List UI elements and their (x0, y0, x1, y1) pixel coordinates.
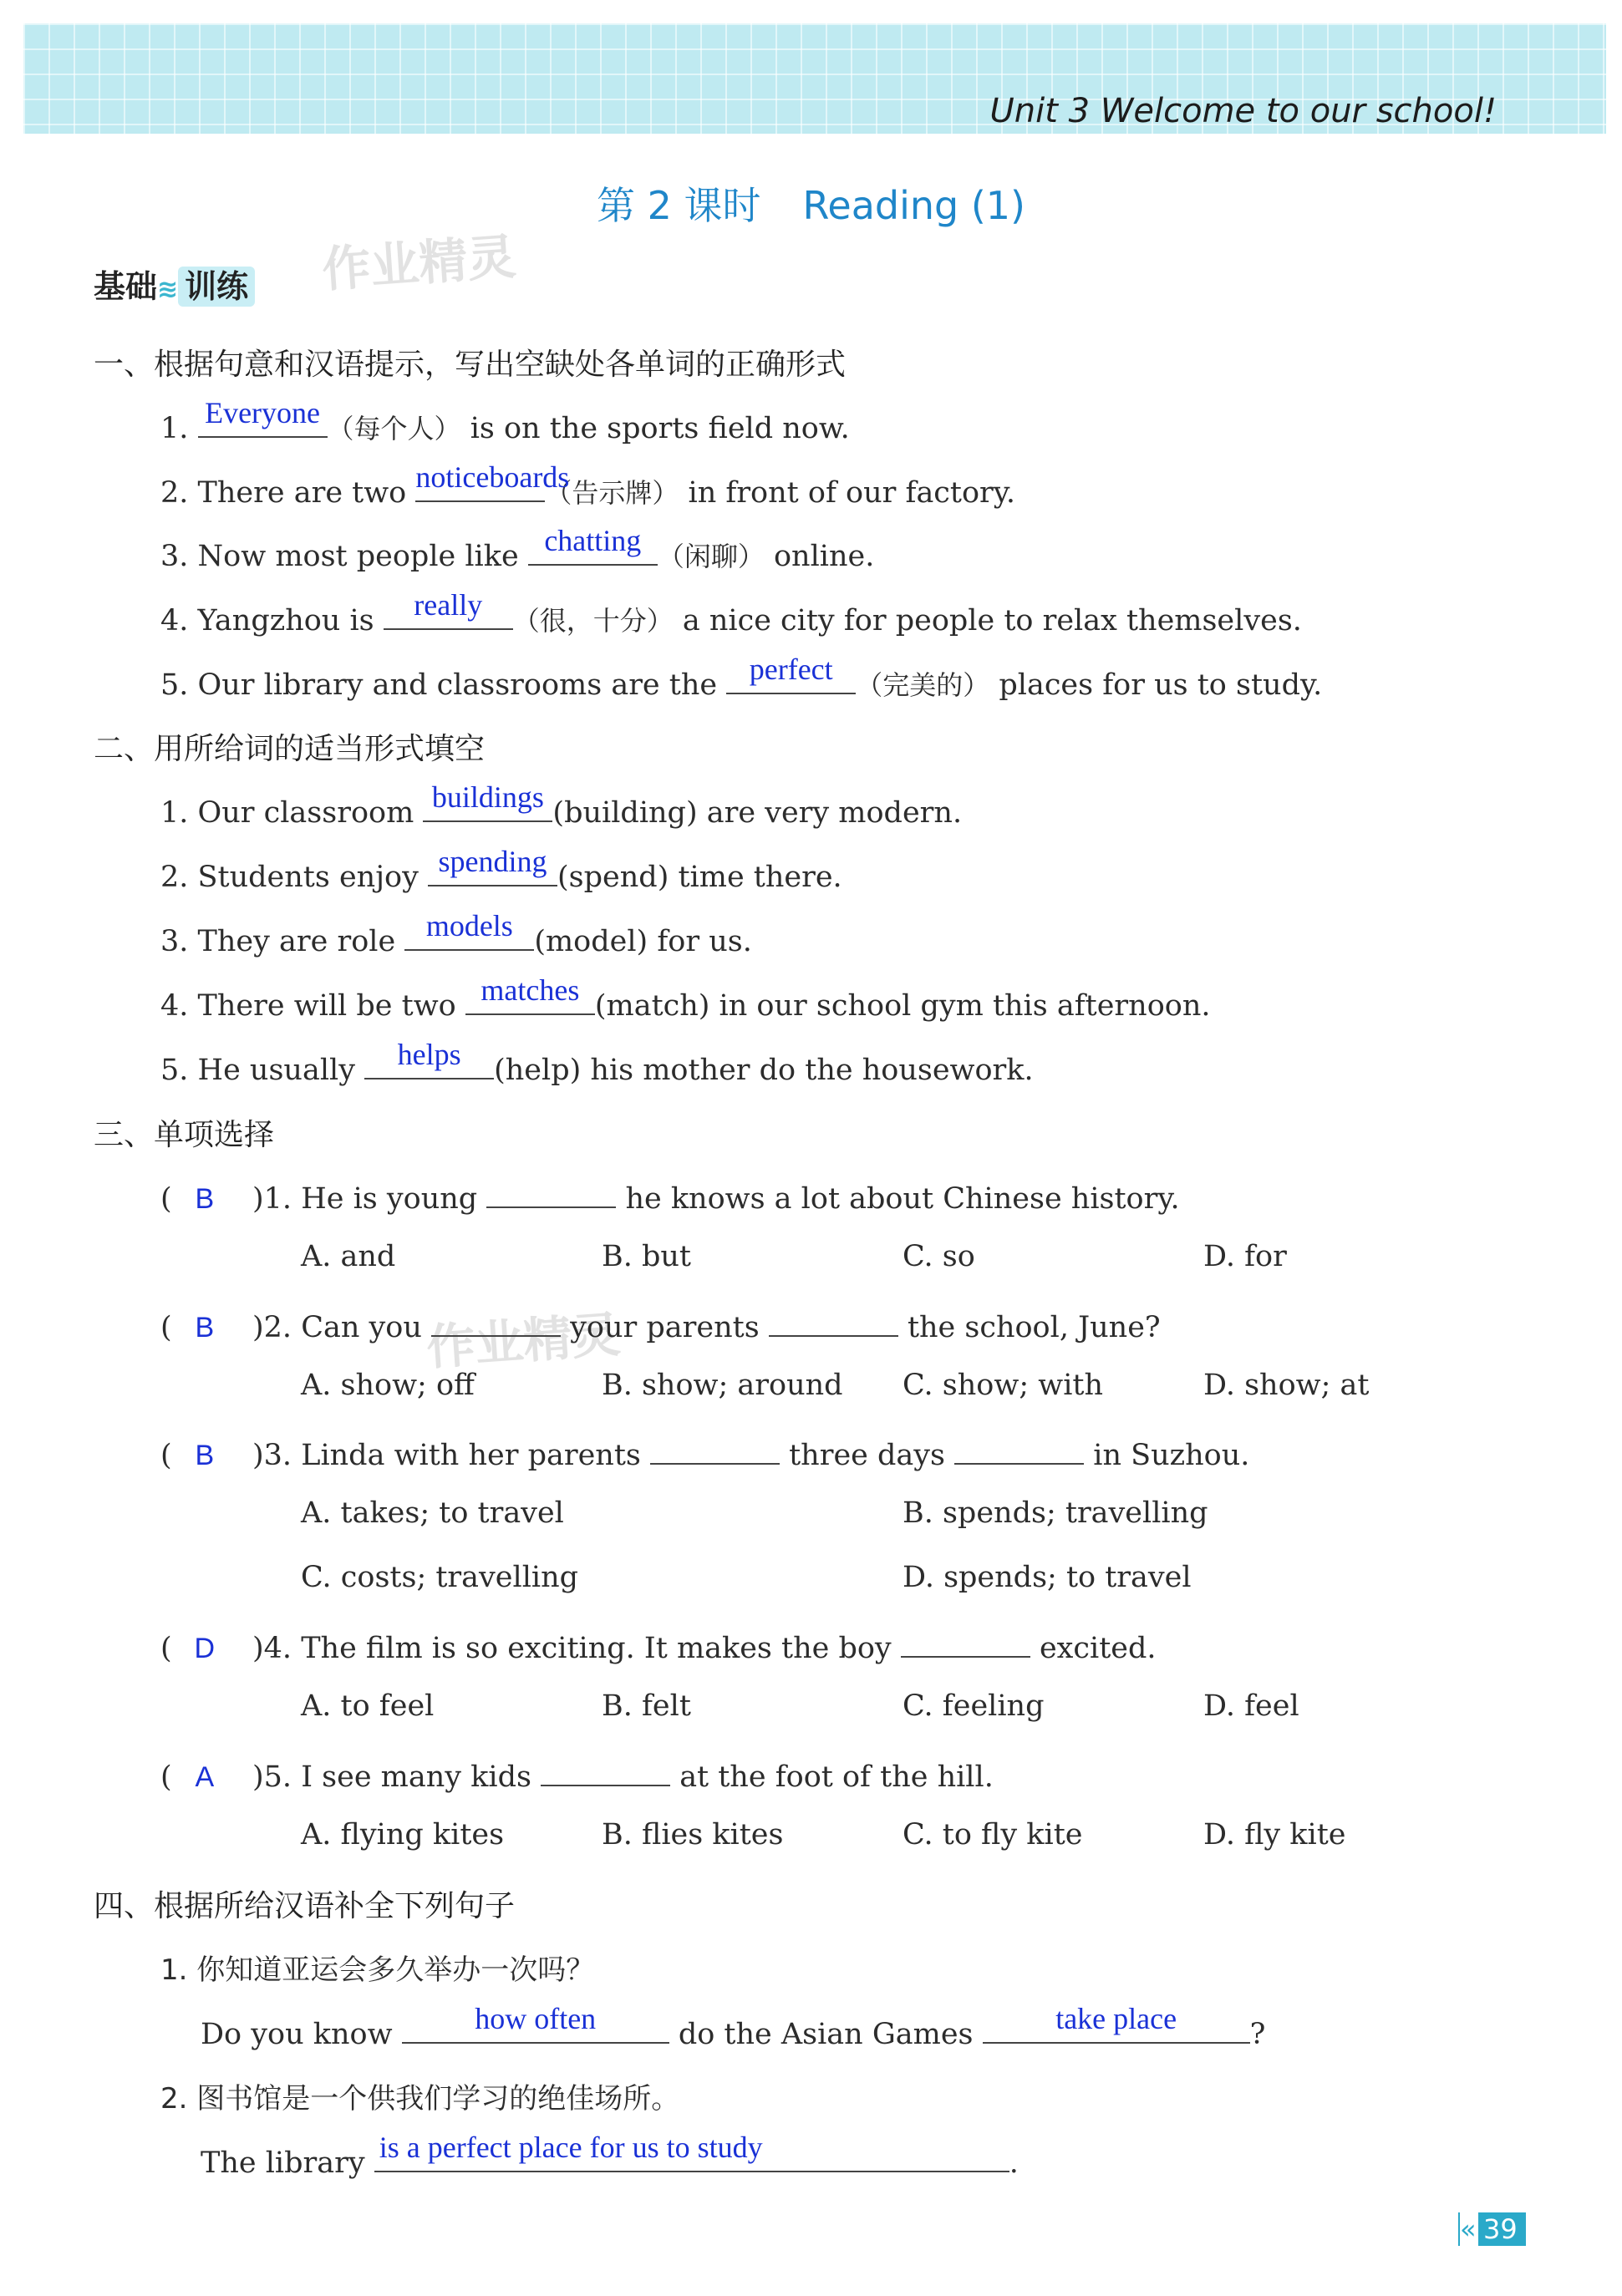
blank[interactable]: Everyone (198, 405, 328, 438)
blank[interactable] (901, 1625, 1030, 1658)
section2-heading: 二、用所给词的适当形式填空 (94, 732, 486, 766)
s1-item-1: 1. Everyone （每个人） is on the sports field now. (160, 395, 850, 445)
option-d[interactable]: D. show; at (1203, 1369, 1370, 1402)
s2-item-4: 4. There will be two matches (match) in our school gym this afternoon. (160, 973, 1211, 1023)
option-c[interactable]: C. to fly kite (903, 1818, 1083, 1852)
choice-answer: B (195, 1311, 215, 1344)
blank[interactable]: is a perfect place for us to study (374, 2140, 1009, 2172)
s2-item-3: 3. They are role models (model) for us. (160, 908, 752, 958)
blank[interactable] (954, 1432, 1084, 1465)
blank[interactable] (650, 1432, 780, 1465)
option-d[interactable]: D. spends; to travel (903, 1561, 1192, 1594)
page-number: « 39 (1458, 2212, 1526, 2246)
choice-answer: A (195, 1760, 215, 1793)
option-b[interactable]: B. felt (602, 1689, 691, 1723)
section1-heading: 一、根据句意和汉语提示，写出空缺处各单词的正确形式 (94, 348, 847, 382)
option-b[interactable]: B. show; around (602, 1369, 843, 1402)
choice-answer: B (195, 1182, 215, 1215)
option-c[interactable]: C. so (903, 1240, 975, 1273)
choice-answer: B (195, 1439, 215, 1471)
blank[interactable]: helps (364, 1047, 494, 1079)
blank[interactable]: how often (402, 2011, 669, 2044)
option-a[interactable]: A. and (301, 1240, 396, 1273)
option-c[interactable]: C. show; with (903, 1369, 1103, 1402)
s3-q5: ( A )5. I see many kids at the foot of the hill. (160, 1754, 994, 1794)
s3-q2: ( B )2. Can you your parents the school, June? (160, 1304, 1161, 1344)
option-a[interactable]: A. show; off (301, 1369, 475, 1402)
blank[interactable]: take place (983, 2011, 1250, 2044)
badge-part-b: 训练 (178, 267, 255, 307)
wave-icon: ≋ (157, 275, 179, 304)
s4-q1-cn: 1. 你知道亚运会多久举办一次吗？ (160, 1953, 595, 1987)
s1-item-2: 2. There are two noticeboards （告示牌） in front of our factory. (160, 460, 1016, 510)
blank[interactable] (486, 1176, 616, 1208)
option-c[interactable]: C. costs; travelling (301, 1561, 579, 1594)
s4-q1-en: Do you know how often do the Asian Games take place ? (201, 2001, 1266, 2051)
blank[interactable] (769, 1304, 898, 1337)
s2-item-5: 5. He usually helps (help) his mother do the housework. (160, 1037, 1034, 1087)
s2-item-1: 1. Our classroom buildings (building) are very modern. (160, 780, 963, 830)
s1-item-3: 3. Now most people like chatting （闲聊） online. (160, 523, 875, 573)
s4-q2-en: The library is a perfect place for us to study . (201, 2130, 1019, 2180)
s1-item-5: 5. Our library and classrooms are the perfect （完美的） places for us to study. (160, 652, 1323, 702)
blank[interactable]: noticeboards (415, 470, 545, 502)
option-d[interactable]: D. for (1203, 1240, 1287, 1273)
option-b[interactable]: B. flies kites (602, 1818, 784, 1852)
blank[interactable]: chatting (528, 533, 658, 566)
blank[interactable] (541, 1754, 670, 1786)
section4-heading: 四、根据所给汉语补全下列句子 (94, 1889, 516, 1923)
blank[interactable]: perfect (726, 662, 856, 694)
option-a[interactable]: A. to feel (301, 1689, 435, 1723)
option-a[interactable]: A. flying kites (301, 1818, 505, 1852)
watermark: 作业精灵 (320, 227, 518, 298)
badge-part-a: 基础 (94, 268, 158, 305)
blank[interactable] (431, 1304, 561, 1337)
unit-title: Unit 3 Welcome to our school! (989, 92, 1497, 130)
lesson-title-en: Reading (1) (802, 183, 1025, 228)
s3-q4: ( D )4. The film is so exciting. It makes the boy excited. (160, 1625, 1157, 1665)
section3-heading: 三、单项选择 (94, 1118, 275, 1152)
blank[interactable]: models (404, 918, 534, 951)
watermark-2: 作业精灵 (425, 1305, 623, 1376)
blank[interactable]: buildings (423, 790, 552, 822)
lesson-title-cn: 第 2 课时 (596, 183, 761, 228)
blank[interactable]: matches (465, 983, 595, 1015)
section-badge (94, 261, 255, 307)
lesson-title (0, 175, 1622, 231)
blank[interactable]: spending (428, 854, 557, 886)
option-b[interactable]: B. spends; travelling (903, 1496, 1208, 1530)
s4-q2-cn: 2. 图书馆是一个供我们学习的绝佳场所。 (160, 2082, 680, 2116)
option-d[interactable]: D. feel (1203, 1689, 1299, 1723)
choice-answer: D (194, 1632, 216, 1664)
option-d[interactable]: D. fly kite (1203, 1818, 1346, 1852)
blank[interactable]: really (384, 597, 513, 630)
s3-q3: ( B )3. Linda with her parents three days in Suzhou. (160, 1432, 1249, 1472)
double-chevron-left-icon: « (1460, 2213, 1477, 2245)
option-c[interactable]: C. feeling (903, 1689, 1045, 1723)
s1-item-4: 4. Yangzhou is really （很，十分） a nice city for people to relax themselves. (160, 587, 1302, 637)
s3-q1: ( B )1. He is young he knows a lot about Chinese history. (160, 1176, 1180, 1216)
option-b[interactable]: B. but (602, 1240, 691, 1273)
s2-item-2: 2. Students enjoy spending (spend) time there. (160, 844, 842, 894)
option-a[interactable]: A. takes; to travel (301, 1496, 564, 1530)
